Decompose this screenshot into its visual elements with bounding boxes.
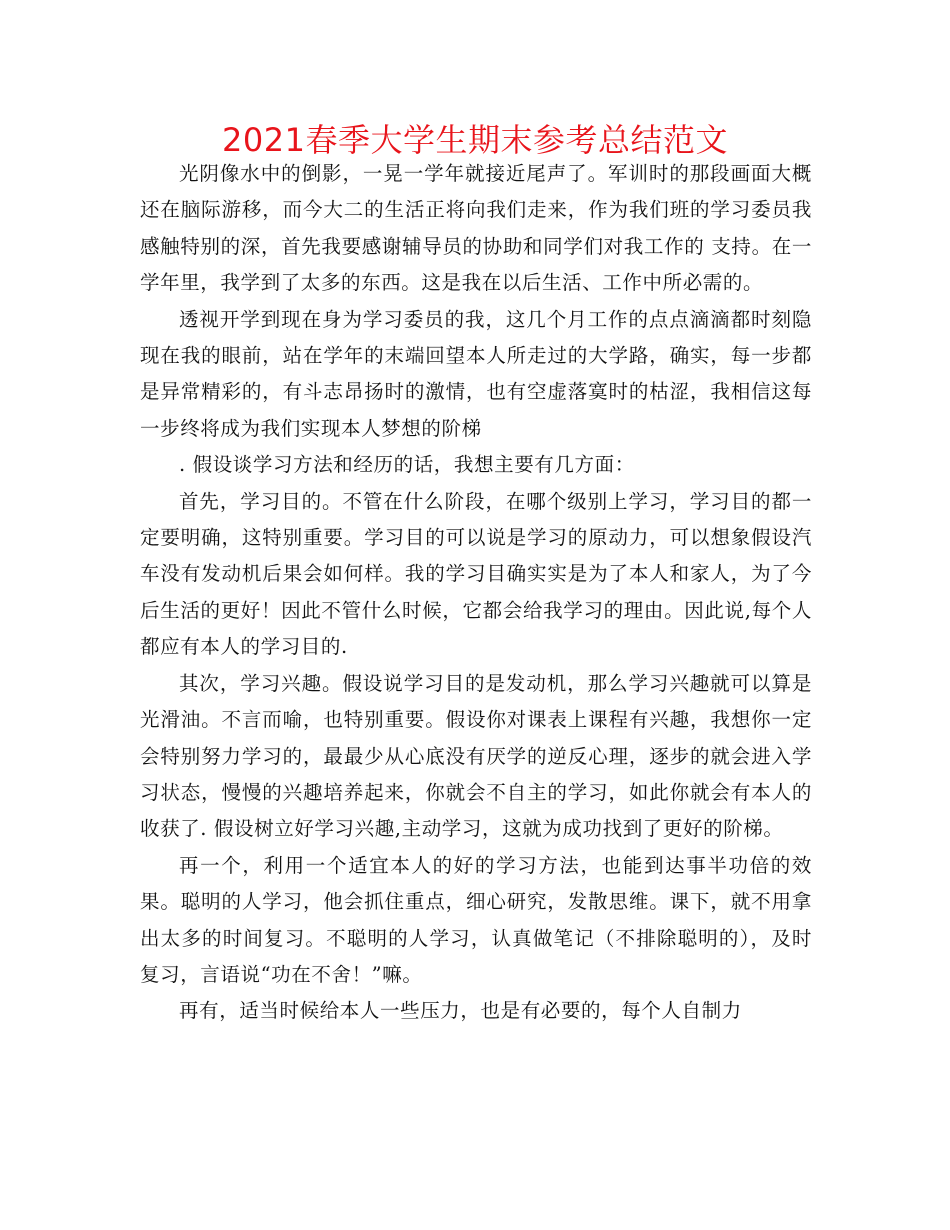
paragraph-reflection: 透视开学到现在身为学习委员的我，这几个月工作的点点滴滴都时刻隐现在我的眼前，站在学年的末端回望本人所走过的大学路，确实，每一步都是异常精彩的，有斗志昂扬时的激情，也有空虚落寞时的枯涩，我相信这每一步终将成为我们实现本人梦想的阶梯 <box>140 307 812 440</box>
paragraph-goal: 首先，学习目的。不管在什么阶段，在哪个级别上学习，学习目的都一定要明确，这特别重要。学习目的可以说是学习的原动力，可以想象假设汽车没有发动机后果会如何样。我的学习目确实实是为了本人和家人，为了今后生活的更好！因此不管什么时候，它都会给我学习的理由。因此说,每个人都应有本人的学习目的. <box>140 489 812 659</box>
document-title: 2021春季大学生期末参考总结范文 <box>222 121 728 159</box>
document-body <box>140 156 812 1030</box>
paragraph-method: 再一个，利用一个适宜本人的好的学习方法，也能到达事半功倍的效果。聪明的人学习，他会抓住重点，细心研究，发散思维。课下，就不用拿出太多的时间复习。不聪明的人学习，认真做笔记（不排除聪明的），及时复习，言语说“功在不舍！”嘛。 <box>140 853 812 986</box>
paragraph-interest: 其次，学习兴趣。假设说学习目的是发动机，那么学习兴趣就可以算是光滑油。不言而喻，也特别重要。假设你对课表上课程有兴趣，我想你一定会特别努力学习的，最最少从心底没有厌学的逆反心理，逐步的就会进入学习状态，慢慢的兴趣培养起来，你就会不自主的学习，如此你就会有本人的收获了. 假设树立好学习兴趣,主动学习，这就为成功找到了更好的阶梯。 <box>140 671 812 841</box>
paragraph-pressure: 再有，适当时候给本人一些压力，也是有必要的，每个人自制力 <box>179 999 742 1023</box>
paragraph-methods-intro: . 假设谈学习方法和经历的话，我想主要有几方面： <box>179 453 635 477</box>
paragraph-intro: 光阴像水中的倒影，一晃一学年就接近尾声了。军训时的那段画面大概还在脑际游移，而今大二的生活正将向我们走来，作为我们班的学习委员我感触特别的深，首先我要感谢辅导员的协助和同学们对我工作的 支持。在一学年里，我学到了太多的东西。这是我在以后生活、工作中所必需的。 <box>140 162 812 295</box>
